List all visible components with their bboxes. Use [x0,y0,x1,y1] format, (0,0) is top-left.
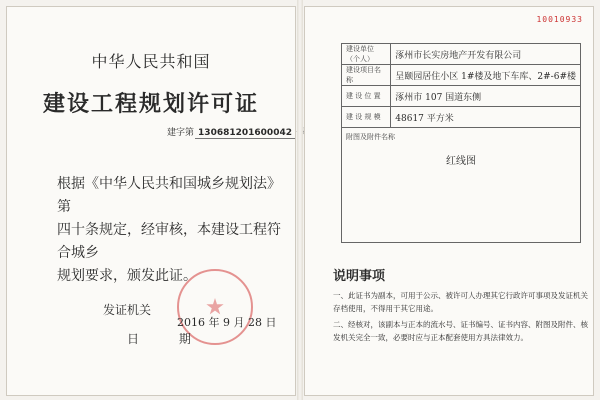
row-label: 建设项目名称 [342,65,391,86]
certificate-number-value: 130681201600042 [195,128,295,139]
table-row [342,86,581,107]
attachment-cell [342,128,581,243]
notes-list [333,289,589,347]
date-label: 日 期 [127,332,209,346]
table-row [342,107,581,128]
row-value: 呈颐园居住小区 1#楼及地下车库、2#-6#楼 [391,65,581,86]
certificate-number [167,125,305,139]
attachment-label: 附图及附件名称 [346,133,395,141]
row-label: 建 设 规 模 [342,107,391,128]
row-value: 涿州市长实房地产开发有限公司 [391,44,581,65]
certificate-number-prefix: 建字第 [167,128,195,138]
row-label: 建设单位（个人） [342,44,391,65]
table-row [342,44,581,65]
note-item: 二、经核对，该副本与正本的流水号、证书编号、证书内容、附图及附件、核发机关完全一致，必要时应与正本配套使用方具法律效力。 [333,320,588,342]
certificate-right-page [304,6,594,396]
page-fold [297,0,303,400]
row-label: 建 设 位 置 [342,86,391,107]
serial-number: 10010933 [536,15,583,24]
project-details-table [341,43,581,243]
attachment-value: 红线图 [446,156,476,167]
table-row [342,65,581,86]
row-value: 涿州市 107 国道东侧 [391,86,581,107]
body-line: 规划要求，颁发此证。 [57,268,197,284]
certificate-title: 建设工程规划许可证 [42,91,259,117]
issuer-label: 发证机关 [103,303,152,317]
note-item: 一、此证书为副本，可用于公示、被许可人办理其它行政许可事项及发证机关存档使用，不得用于其它用途。 [333,291,588,313]
notes-title: 说明事项 [333,269,386,284]
attachment-row [342,128,581,243]
issue-date: 2016 年 9 月 28 日 [177,316,277,329]
body-line: 四十条规定，经审核，本建设工程符合城乡 [57,222,281,261]
certificate-left-page [6,6,296,396]
body-line: 根据《中华人民共和国城乡规划法》第 [57,176,281,215]
certificate-body [57,173,287,288]
country-name: 中华人民共和国 [91,52,211,71]
row-value: 48617 平方米 [391,107,581,128]
